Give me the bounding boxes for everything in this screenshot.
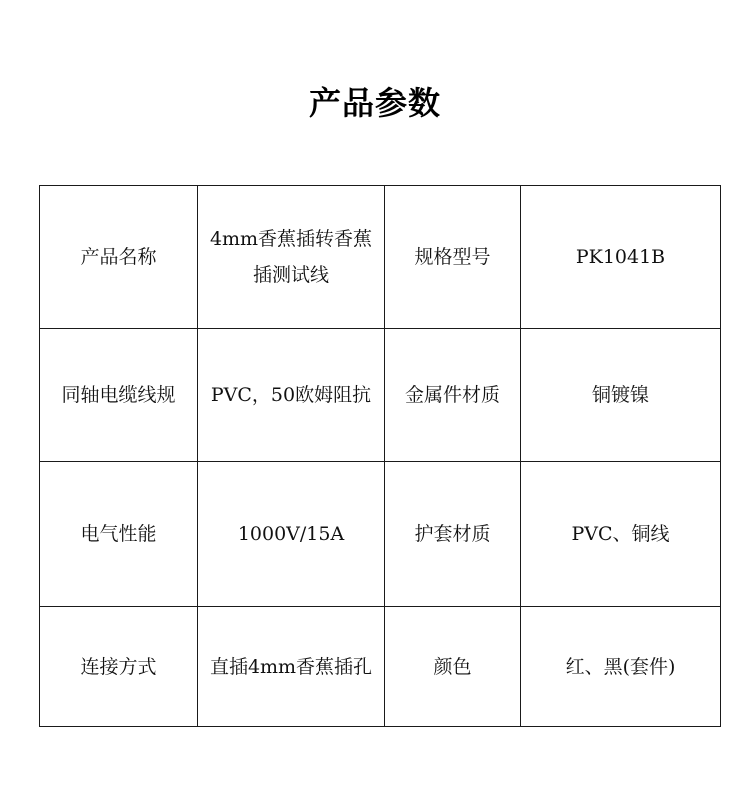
param-value: PVC，50欧姆阻抗 [198,329,385,462]
page-title: 产品参数 [308,84,441,122]
param-value: PVC、铜线 [521,462,721,607]
product-parameters-table [39,185,721,727]
param-value: 1000V/15A [198,462,385,607]
table-row [40,186,721,329]
param-label: 护套材质 [385,462,521,607]
param-label: 金属件材质 [385,329,521,462]
param-value: PK1041B [521,186,721,329]
table-row [40,607,721,727]
param-label: 颜色 [385,607,521,727]
param-value: 铜镀镍 [521,329,721,462]
param-value: 红、黑(套件) [521,607,721,727]
param-value: 直插4mm香蕉插孔 [198,607,385,727]
param-label: 同轴电缆线规 [40,329,198,462]
table-row [40,462,721,607]
table-row [40,329,721,462]
param-label: 连接方式 [40,607,198,727]
param-label: 规格型号 [385,186,521,329]
param-value: 4mm香蕉插转香蕉插测试线 [198,186,385,329]
param-label: 电气性能 [40,462,198,607]
param-label: 产品名称 [40,186,198,329]
